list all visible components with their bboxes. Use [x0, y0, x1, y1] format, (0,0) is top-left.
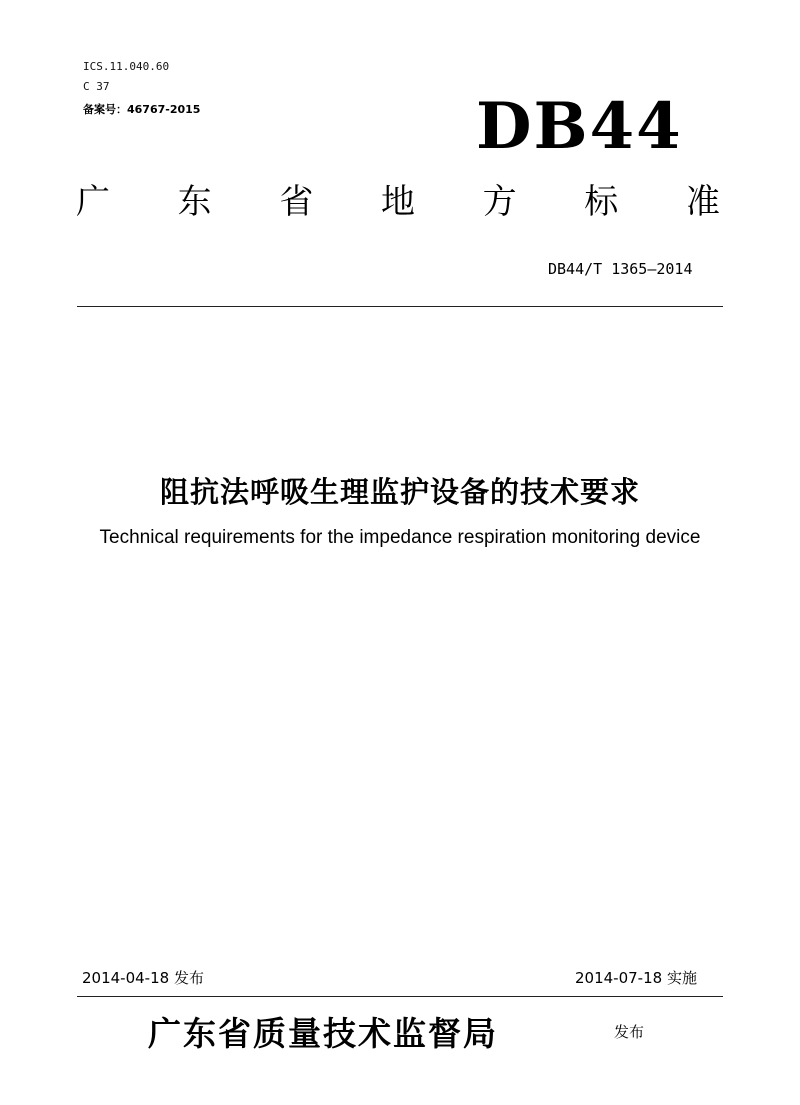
issuing-authority: 广东省质量技术监督局 [148, 1014, 498, 1053]
region-title-char: 广 [76, 182, 110, 222]
region-title-char: 地 [380, 182, 415, 222]
region-title-char: 省 [279, 182, 314, 222]
issuer-suffix: 发布 [614, 1023, 645, 1041]
record-number: 备案号：46767-2015 [83, 103, 201, 116]
region-standard-title [76, 182, 720, 222]
region-title-char: 东 [177, 182, 212, 222]
ccs-code: C 37 [83, 80, 110, 93]
region-title-char: 标 [584, 182, 619, 222]
standard-number: DB44/T 1365—2014 [548, 260, 693, 278]
header-divider [77, 306, 723, 307]
region-title-char: 准 [685, 182, 720, 222]
ics-code: ICS.11.040.60 [83, 60, 170, 73]
db44-logo: DB44 [476, 89, 683, 164]
document-title-chinese: 阻抗法呼吸生理监护设备的技术要求 [159, 475, 640, 509]
footer-divider [77, 996, 723, 997]
region-title-char: 方 [482, 182, 517, 222]
publish-date: 2014-04-18 发布 [82, 969, 204, 987]
document-title-english: Technical requirements for the impedance respiration monitoring device [99, 527, 701, 548]
implement-date: 2014-07-18 实施 [575, 969, 697, 987]
